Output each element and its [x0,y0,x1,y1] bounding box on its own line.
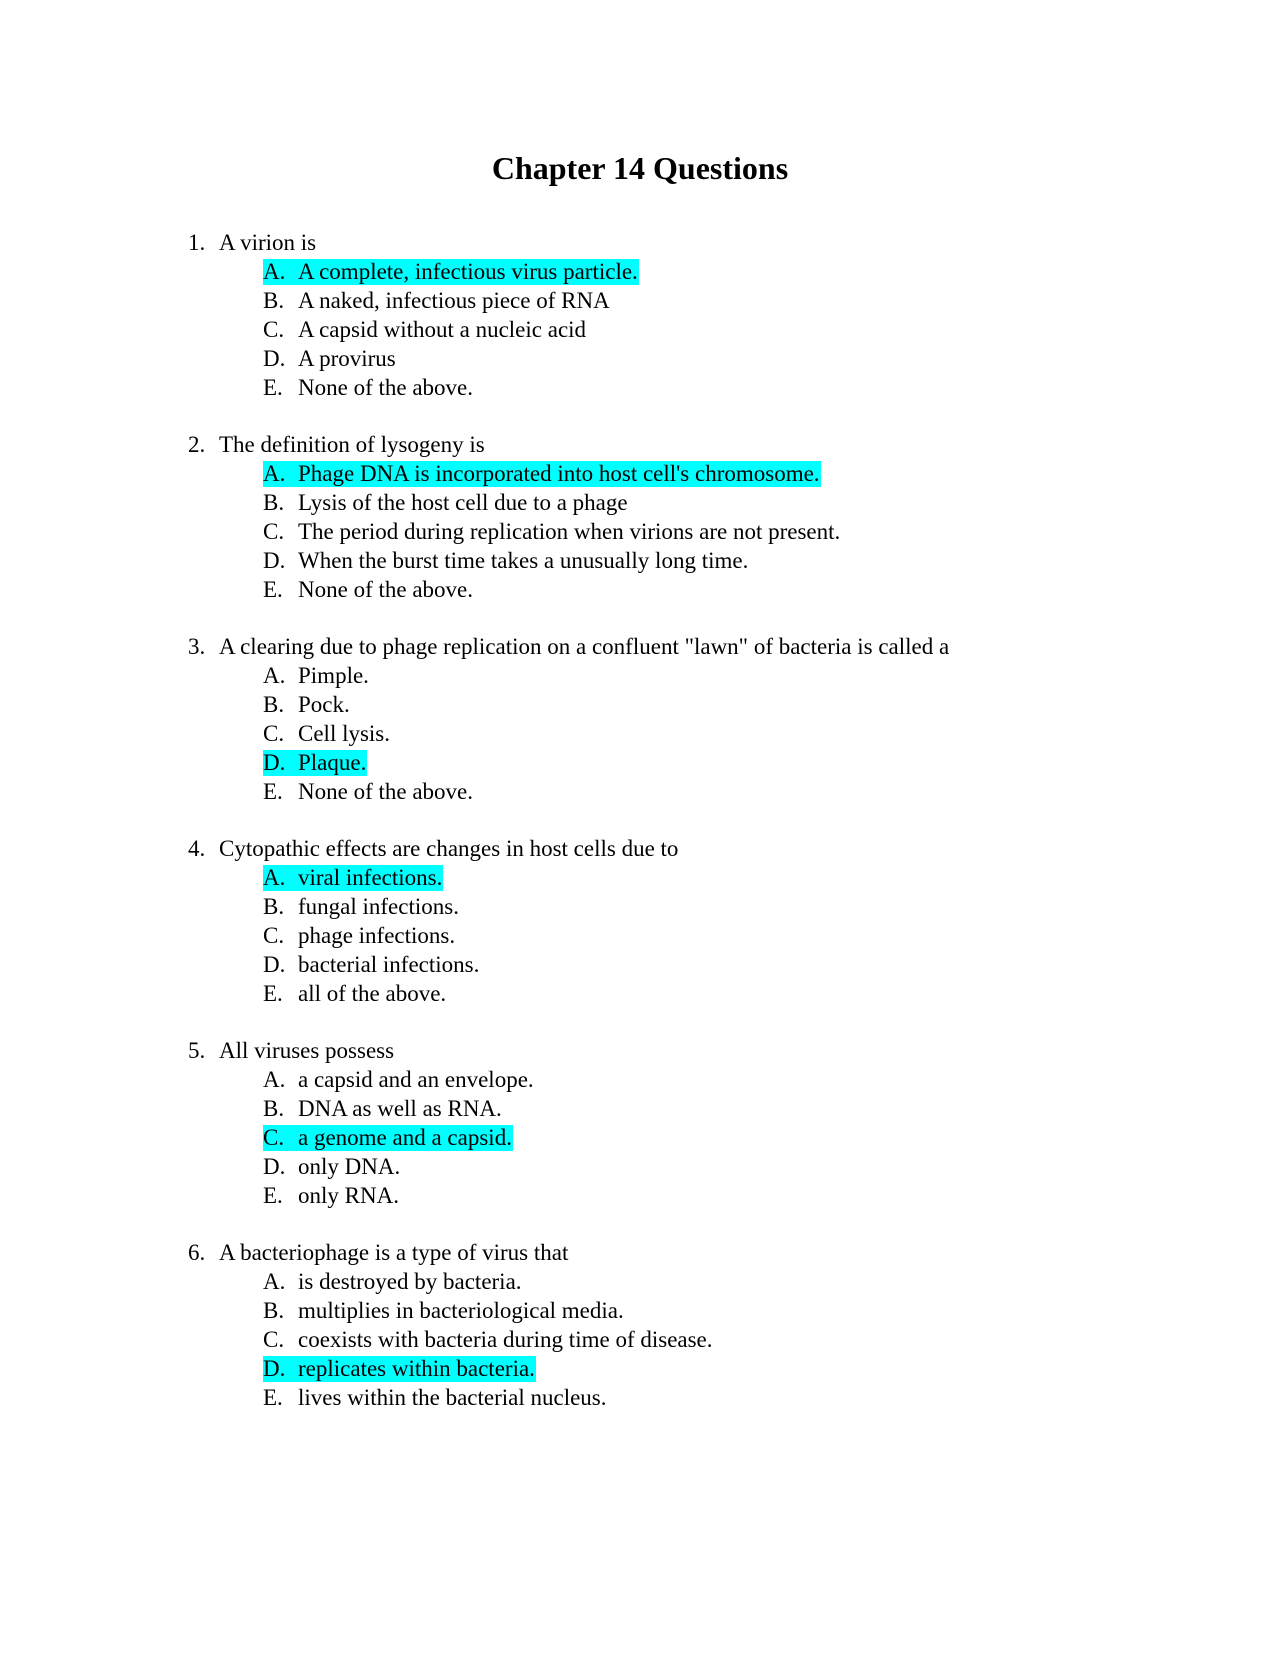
answer-option [263,1094,1188,1123]
answer-option-highlighted [263,459,1188,488]
option-letter: C. [263,317,285,342]
option-letter: D. [263,346,286,371]
option-text: A complete, infectious virus particle. [298,259,638,284]
option-letter: A. [263,259,286,284]
answer-line [263,721,391,747]
question-number: 6. [188,1240,206,1265]
answer-option [263,1296,1188,1325]
answer-option [263,921,1188,950]
answer-option [263,1325,1188,1354]
question-2 [188,430,1188,604]
question-list [188,228,1188,1440]
option-letter: E. [263,375,283,400]
question-number: 5. [188,1038,206,1063]
option-text: only DNA. [298,1154,401,1179]
question-3 [188,632,1188,806]
option-letter: A. [263,1067,286,1092]
option-text: None of the above. [298,375,473,400]
option-letter: B. [263,1096,285,1121]
option-text: Phage DNA is incorporated into host cell's chromosome. [298,461,820,486]
question-stem [188,228,1188,257]
option-letter: A. [263,461,286,486]
option-letter: B. [263,288,285,313]
option-text: None of the above. [298,577,473,602]
question-number: 1. [188,230,206,255]
answer-line [263,1327,714,1353]
answer-line [263,981,447,1007]
answer-line [263,894,460,920]
answer-line [263,490,629,516]
answer-option [263,661,1188,690]
answer-line [263,519,841,545]
option-text: fungal infections. [298,894,459,919]
answer-option [263,315,1188,344]
answer-option [263,950,1188,979]
answer-option [263,1383,1188,1412]
option-letter: D. [263,952,286,977]
option-text: a genome and a capsid. [298,1125,512,1150]
answer-line [263,346,397,372]
answer-options [188,661,1188,806]
question-4 [188,834,1188,1008]
option-text: A capsid without a nucleic acid [298,317,587,342]
answer-line [263,1269,523,1295]
option-letter: E. [263,981,283,1006]
answer-options [188,863,1188,1008]
answer-line [263,288,611,314]
question-1 [188,228,1188,402]
answer-options [188,257,1188,402]
option-letter: D. [263,1154,286,1179]
option-text: The period during replication when virions are not present. [298,519,841,544]
answer-line [263,548,749,574]
answer-option [263,488,1188,517]
answer-line [263,1183,400,1209]
answer-line [263,692,351,718]
option-letter: A. [263,1269,286,1294]
option-text: coexists with bacteria during time of disease. [298,1327,713,1352]
option-letter: B. [263,1298,285,1323]
answer-highlight [263,1356,536,1382]
answer-option [263,690,1188,719]
answer-options [188,1267,1188,1412]
option-text: Plaque. [298,750,367,775]
answer-option [263,1181,1188,1210]
option-text: Pock. [298,692,350,717]
option-text: Pimple. [298,663,369,688]
option-letter: D. [263,548,286,573]
question-text: A clearing due to phage replication on a confluent "lawn" of bacteria is called a [219,634,950,659]
answer-highlight [263,750,367,776]
option-letter: B. [263,692,285,717]
question-text: The definition of lysogeny is [219,432,485,457]
option-text: lives within the bacterial nucleus. [298,1385,607,1410]
answer-line [263,1096,503,1122]
answer-option [263,517,1188,546]
option-letter: B. [263,894,285,919]
option-text: viral infections. [298,865,443,890]
answer-options [188,1065,1188,1210]
answer-option-highlighted [263,1123,1188,1152]
answer-highlight [263,461,821,487]
question-stem [188,1238,1188,1267]
answer-option [263,719,1188,748]
answer-line [263,577,474,603]
option-letter: A. [263,663,286,688]
answer-option [263,344,1188,373]
answer-option [263,1152,1188,1181]
option-letter: C. [263,519,285,544]
question-6 [188,1238,1188,1412]
answer-option-highlighted [263,863,1188,892]
option-letter: E. [263,1183,283,1208]
answer-option [263,1065,1188,1094]
question-text: A bacteriophage is a type of virus that [219,1240,569,1265]
option-letter: E. [263,1385,283,1410]
answer-option [263,892,1188,921]
option-text: DNA as well as RNA. [298,1096,502,1121]
option-text: is destroyed by bacteria. [298,1269,522,1294]
answer-option [263,546,1188,575]
option-text: all of the above. [298,981,447,1006]
option-text: Lysis of the host cell due to a phage [298,490,628,515]
question-stem [188,430,1188,459]
option-text: only RNA. [298,1183,399,1208]
answer-options [188,459,1188,604]
answer-option [263,777,1188,806]
option-letter: C. [263,1125,285,1150]
option-letter: A. [263,865,286,890]
answer-option [263,286,1188,315]
option-letter: D. [263,1356,286,1381]
answer-line [263,1154,401,1180]
answer-option-highlighted [263,748,1188,777]
option-letter: E. [263,577,283,602]
option-text: phage infections. [298,923,456,948]
answer-line [263,952,480,978]
option-text: Cell lysis. [298,721,391,746]
option-text: multiplies in bacteriological media. [298,1298,624,1323]
question-number: 2. [188,432,206,457]
option-letter: E. [263,779,283,804]
option-letter: C. [263,721,285,746]
answer-highlight [263,259,639,285]
answer-line [263,1385,608,1411]
question-text: Cytopathic effects are changes in host cells due to [219,836,679,861]
option-letter: B. [263,490,285,515]
option-letter: C. [263,923,285,948]
answer-line [263,779,474,805]
question-stem [188,834,1188,863]
option-text: A provirus [298,346,396,371]
answer-option [263,979,1188,1008]
answer-line [263,317,587,343]
option-text: When the burst time takes a unusually long time. [298,548,749,573]
question-number: 3. [188,634,206,659]
option-text: replicates within bacteria. [298,1356,535,1381]
answer-option [263,575,1188,604]
answer-option-highlighted [263,1354,1188,1383]
question-stem [188,632,1188,661]
answer-line [263,375,474,401]
question-number: 4. [188,836,206,861]
answer-option [263,373,1188,402]
option-letter: D. [263,750,286,775]
question-text: All viruses possess [219,1038,395,1063]
option-text: A naked, infectious piece of RNA [298,288,610,313]
option-text: a capsid and an envelope. [298,1067,534,1092]
page-title: Chapter 14 Questions [491,150,789,186]
answer-line [263,663,370,689]
option-text: bacterial infections. [298,952,480,977]
answer-option-highlighted [263,257,1188,286]
answer-line [263,923,456,949]
question-5 [188,1036,1188,1210]
option-text: None of the above. [298,779,473,804]
answer-highlight [263,865,443,891]
question-text: A virion is [219,230,317,255]
answer-line [263,1067,535,1093]
option-letter: C. [263,1327,285,1352]
answer-option [263,1267,1188,1296]
answer-line [263,1298,625,1324]
question-stem [188,1036,1188,1065]
answer-highlight [263,1125,513,1151]
